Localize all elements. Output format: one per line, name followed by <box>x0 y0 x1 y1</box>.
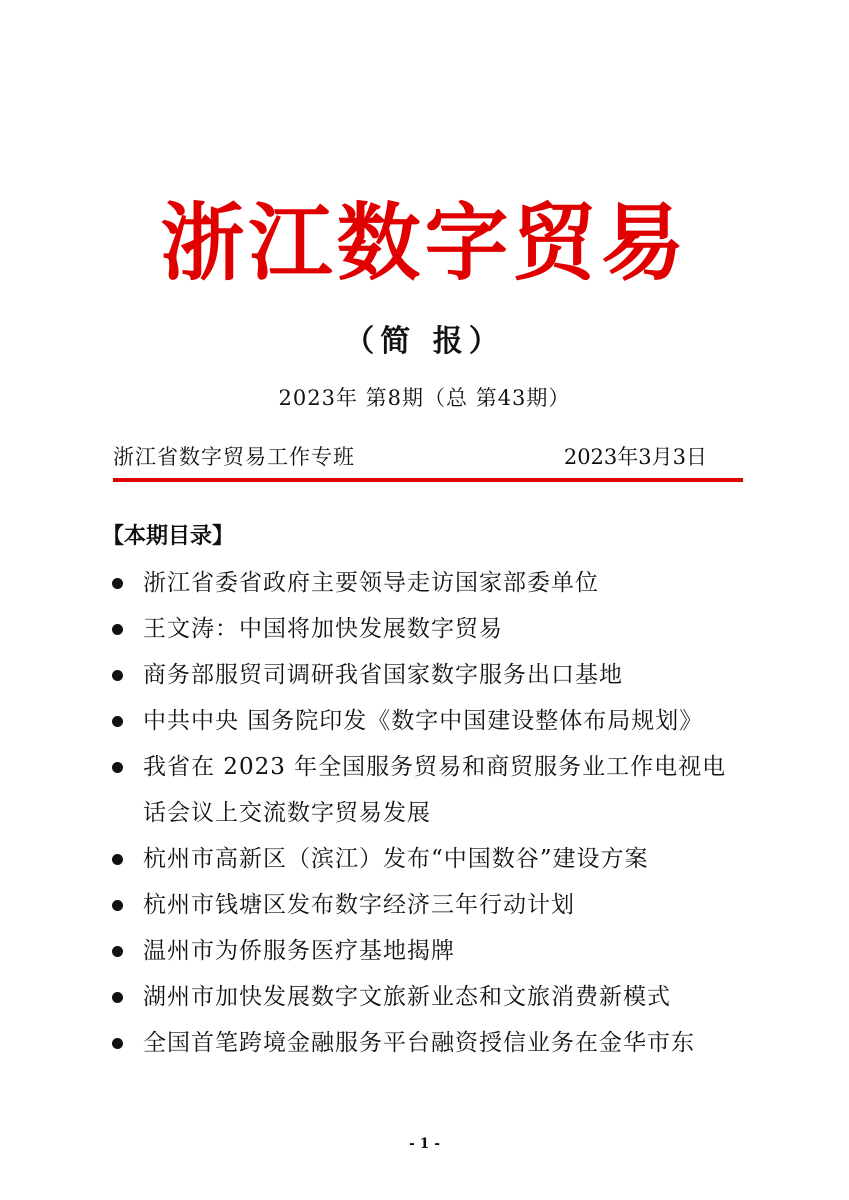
toc-item-text: 全国首笔跨境金融服务平台融资授信业务在金华市东 <box>143 1030 695 1056</box>
toc-item <box>109 882 749 928</box>
toc-item-text: 杭州市钱塘区发布数字经济三年行动计划 <box>143 892 575 918</box>
toc-item <box>109 698 749 744</box>
toc-item-text: 浙江省委省政府主要领导走访国家部委单位 <box>143 570 599 596</box>
toc-list <box>109 560 749 1066</box>
toc-item <box>109 560 749 606</box>
bullet-icon <box>112 578 123 589</box>
toc-item <box>109 974 749 1020</box>
masthead-title: 浙江数字贸易 <box>160 193 689 292</box>
bullet-icon <box>112 624 123 635</box>
toc-item-text: 温州市为侨服务医疗基地揭牌 <box>143 938 455 964</box>
issue-date: 2023年3月3日 <box>563 445 707 469</box>
bullet-icon <box>112 762 123 773</box>
bullet-icon <box>112 854 123 865</box>
toc-item <box>109 836 749 882</box>
toc-item <box>109 1020 749 1066</box>
toc-item-text: 湖州市加快发展数字文旅新业态和文旅消费新模式 <box>143 984 671 1010</box>
toc-item-text: 王文涛：中国将加快发展数字贸易 <box>143 616 503 642</box>
bullet-icon <box>112 946 123 957</box>
toc-item-text: 杭州市高新区（滨江）发布“中国数谷”建设方案 <box>143 846 649 872</box>
toc-item-text: 中共中央 国务院印发《数字中国建设整体布局规划》 <box>143 708 704 734</box>
toc-item <box>109 652 749 698</box>
toc-item <box>109 928 749 974</box>
issue-number: 2023年 第8期（总 第43期） <box>278 386 571 410</box>
document-type-subtitle: （简 报） <box>344 324 505 359</box>
toc-heading: 【本期目录】 <box>102 524 235 549</box>
toc-item-text: 我省在 2023 年全国服务贸易和商贸服务业工作电视电话会议上交流数字贸易发展 <box>143 754 727 826</box>
page-number: - 1 - <box>408 1136 441 1152</box>
toc-item <box>109 606 749 652</box>
red-divider <box>113 478 743 482</box>
bullet-icon <box>112 716 123 727</box>
bullet-icon <box>112 670 123 681</box>
toc-item <box>109 744 749 836</box>
toc-item-text: 商务部服贸司调研我省国家数字服务出口基地 <box>143 662 623 688</box>
bullet-icon <box>112 900 123 911</box>
bullet-icon <box>112 1038 123 1049</box>
bullet-icon <box>112 992 123 1003</box>
issuer-row <box>113 441 743 473</box>
issuer-name: 浙江省数字贸易工作专班 <box>113 445 355 469</box>
